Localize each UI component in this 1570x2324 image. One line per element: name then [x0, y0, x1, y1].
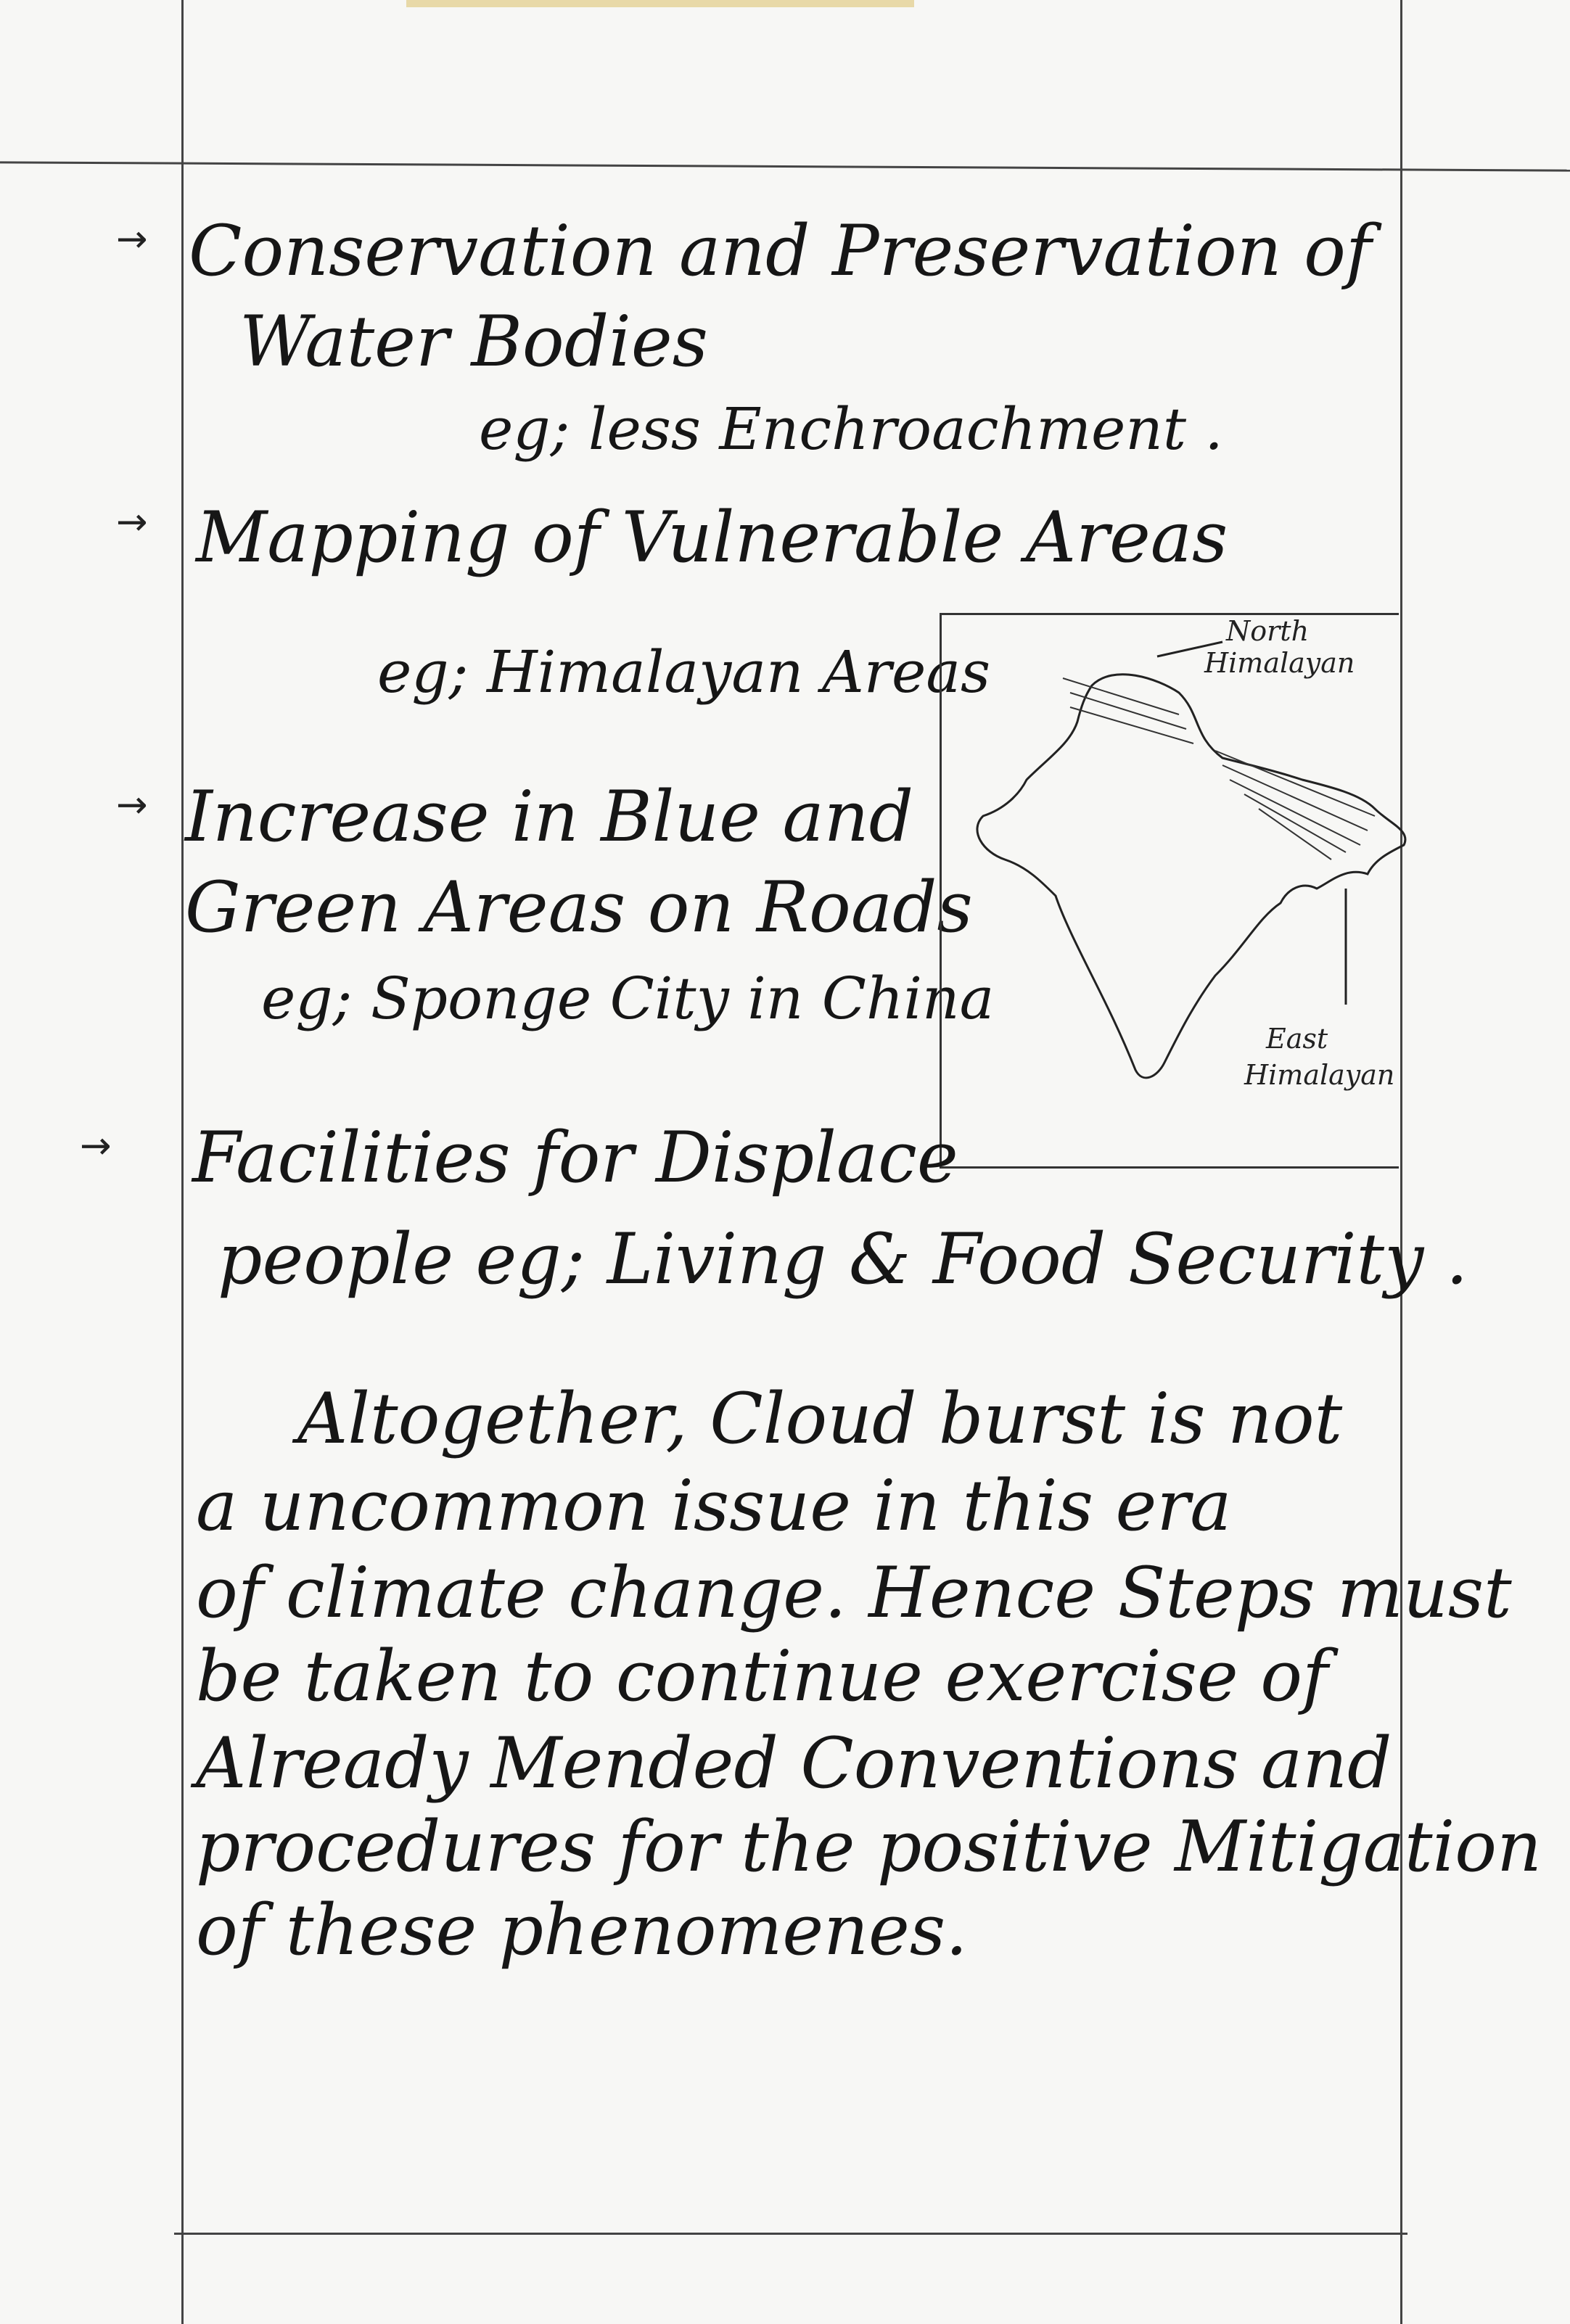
point-2-line-1: Mapping of Vulnerable Areas	[196, 497, 1228, 578]
bullet-arrow: →	[116, 218, 148, 261]
map-label-east: East	[1266, 1023, 1328, 1055]
point-4-line-2: people eg; Living & Food Security .	[218, 1219, 1468, 1300]
point-1-line-1: Conservation and Preservation of	[189, 210, 1372, 292]
bullet-arrow: →	[116, 500, 148, 544]
point-4-line-1: Facilities for Displace	[192, 1117, 958, 1198]
conclusion-line-2: a uncommon issue in this era	[196, 1465, 1232, 1546]
conclusion-line-5: Already Mended Conventions and	[196, 1723, 1392, 1804]
point-3-example: eg; Sponge City in China	[261, 965, 995, 1032]
point-2-example: eg; Himalayan Areas	[377, 638, 991, 706]
himalayan-hatch	[1063, 678, 1375, 860]
bullet-arrow: →	[80, 1124, 112, 1168]
map-label-north-2: Himalayan	[1204, 647, 1355, 679]
conclusion-line-6: procedures for the positive Mitigation	[196, 1806, 1542, 1887]
point-3-line-2: Green Areas on Roads	[185, 867, 973, 948]
india-map-sketch	[940, 613, 1447, 1164]
conclusion-line-3: of climate change. Hence Steps must	[196, 1552, 1512, 1633]
map-label-east-2: Himalayan	[1244, 1059, 1395, 1091]
india-outline	[977, 675, 1405, 1078]
point-1-line-2: Water Bodies	[239, 301, 708, 382]
top-rule-line	[0, 161, 1570, 171]
map-label-north: North	[1226, 615, 1310, 647]
conclusion-line-4: be taken to continue exercise of	[196, 1636, 1328, 1717]
conclusion-line-7: of these phenomenes.	[196, 1890, 968, 1971]
point-3-line-1: Increase in Blue and	[185, 776, 914, 857]
bottom-rule-line	[174, 2233, 1407, 2235]
point-1-example: eg; less Enchroachment .	[479, 395, 1223, 463]
page-top-stain	[406, 0, 914, 7]
bullet-arrow: →	[116, 783, 148, 827]
conclusion-line-1: Altogether, Cloud burst is not	[297, 1378, 1343, 1459]
left-margin-line	[181, 0, 184, 2324]
